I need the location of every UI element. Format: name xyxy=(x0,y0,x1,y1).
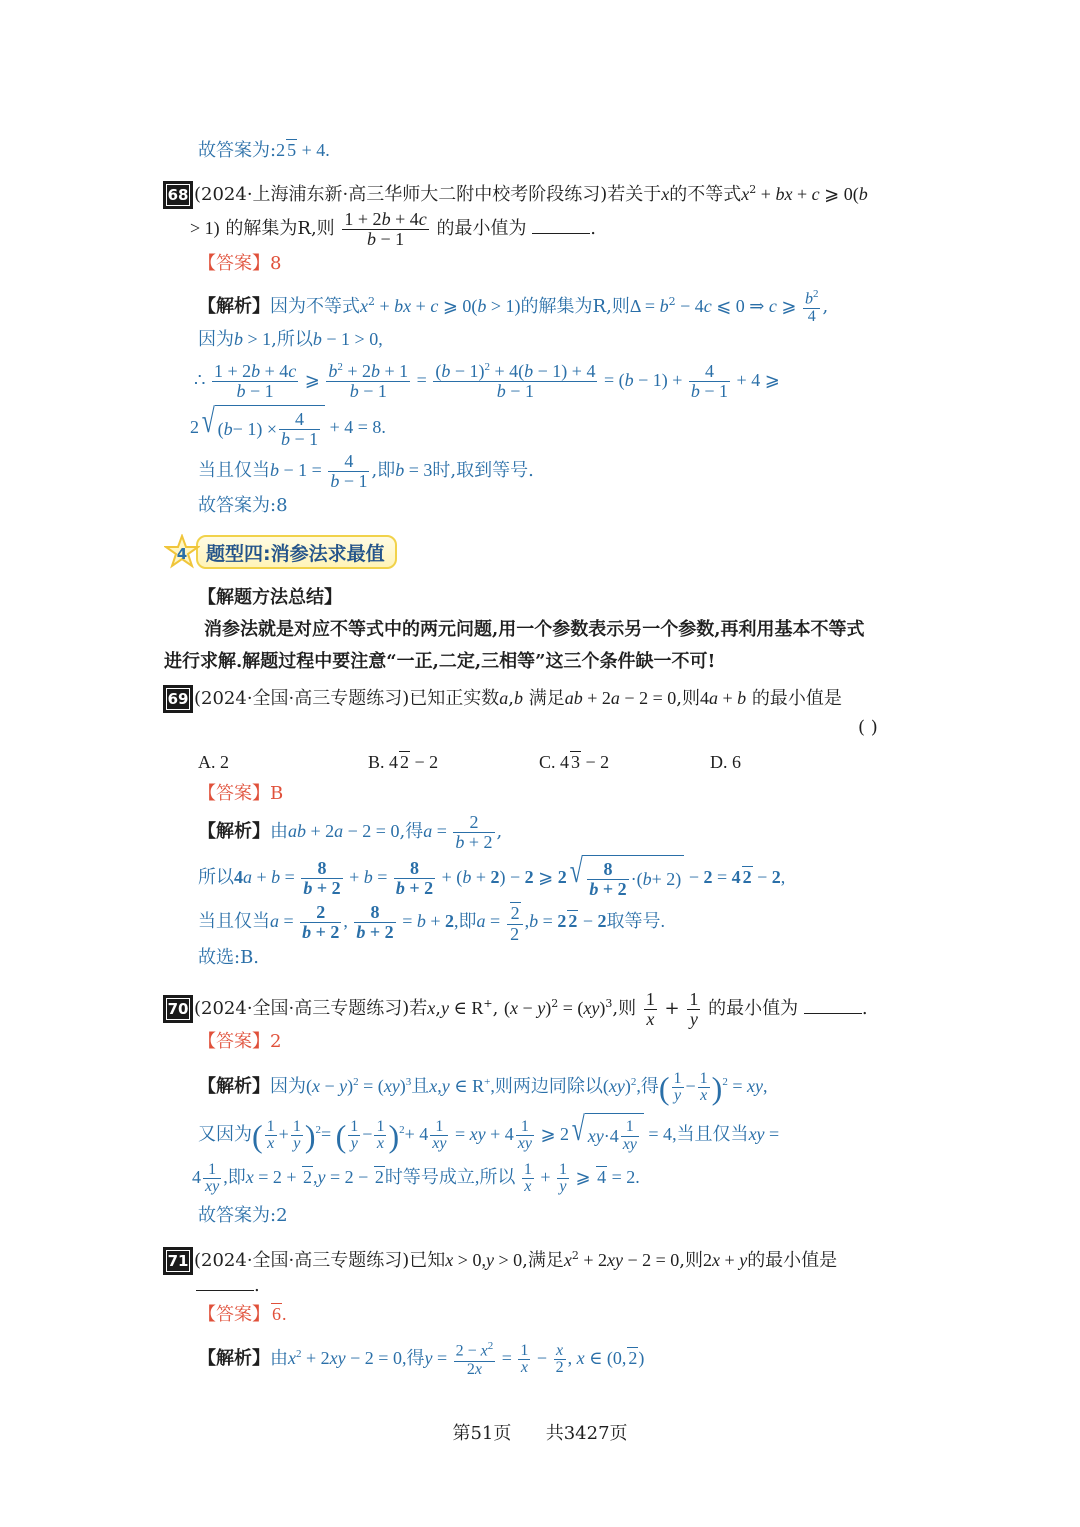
question-source: (2024·全国·高三专题练习)若 xyxy=(194,998,428,1019)
analysis-tag: 【解析】 xyxy=(198,1076,270,1097)
answer-tag: 【答案】 xyxy=(198,783,270,804)
analysis-text: 时,取到等号. xyxy=(432,460,534,481)
answer-blank xyxy=(804,999,862,1014)
q69-option-d: D. 6 xyxy=(710,752,741,772)
q68-analysis-line3: ∴ $\frac{1 + 2b + 4c}{b - 1}$ ⩾ $\frac{b^2 + 2b + 1}{b - 1}$ = $\frac{(b - 1)^2 + 4(b - 1) + 4}{b - 1}$ = (b − 1) + $\frac{4}{b - 1}$ + 4 ⩾ xyxy=(194,361,780,402)
analysis-text: ,当且仅当 xyxy=(672,1124,749,1144)
q68-conclusion xyxy=(198,492,288,520)
q68-analysis-line1: 【解析】因为不等式$x^2$ + bx + c ⩾ 0(b > 1)的解集为R,则$\Delta = b^2 - 4c$ ⩽ 0 ⇒ c ⩾ $\frac{b^2}{4}$ , xyxy=(198,287,829,325)
analysis-tag: 【解析】 xyxy=(198,296,270,317)
analysis-conclusion: 故答案为:8 xyxy=(198,495,288,516)
question-number: 70 xyxy=(164,996,192,1022)
q68-analysis-line4: 2 √ ( b − 1) × $\frac{4}{b - 1}$ + 4 = 8. xyxy=(190,404,386,452)
question-source: (2024·全国·高三专题练习)已知正实数 xyxy=(194,688,500,709)
analysis-text: 的解集为R,则 xyxy=(520,296,630,317)
section-title: 题型四:消参法求最值 xyxy=(196,535,397,569)
q69-answer xyxy=(198,780,283,808)
question-text: 满足 xyxy=(528,688,565,709)
method-heading: 【解题方法总结】 xyxy=(198,587,342,608)
q68-analysis-line5: 当且仅当b − 1 = $\frac{4}{b - 1}$ ,即b = 3时,取到等号. xyxy=(198,450,534,491)
question-number: 71 xyxy=(164,1248,192,1274)
analysis-tag: 【解析】 xyxy=(198,1348,270,1369)
conclusion-label: 故答案为: xyxy=(198,140,277,161)
q70-answer xyxy=(198,1028,281,1056)
q71-stem-line1: 71 (2024·全国·高三专题练习)已知x > 0,y > 0,满足$x^2 + 2xy - 2 = 0$,则2x + y的最小值是 xyxy=(164,1242,837,1275)
analysis-text: 因为不等式 xyxy=(270,296,360,317)
q69-analysis-line3: 当且仅当a = $\frac{2}{b + 2}$ , $\frac{8}{b + 2}$ = b + 2,即a = $\frac{2}{2}$ ,b = 2 2 − 2取等号. xyxy=(198,902,665,945)
analysis-text: ,得 xyxy=(636,1076,659,1096)
analysis-text: ,得 xyxy=(399,821,424,842)
analysis-text: ,即 xyxy=(223,1167,246,1187)
analysis-text: ,即 xyxy=(454,911,477,931)
q70-analysis-line2: 又因为( $\frac{1}{x}$ + $\frac{1}{y}$ )$^2$= ( $\frac{1}{y}$ − $\frac{1}{x}$ )$^2$+ 4 $\frac{1}{xy}$ = xy + 4 $\frac{1}{xy}$ ⩾ 2 √ xy ·4 $\frac{1}{xy}$ = 4,当且仅当xy = xyxy=(198,1108,779,1158)
answer-tag: 【答案】 xyxy=(198,1031,270,1052)
question-text: ,则 xyxy=(612,998,637,1019)
q67-conclusion: 故答案为:2 5 + 4. xyxy=(198,140,330,161)
question-text: ,则 xyxy=(679,1250,704,1271)
question-text: 的最小值是 xyxy=(751,688,842,709)
analysis-text: 由 xyxy=(270,821,288,842)
analysis-text: 当且仅当 xyxy=(198,460,270,481)
q70-analysis-line3: 4 $\frac{1}{xy}$ ,即x = 2 + 2,y = 2 − 2时等号成立,所以 $\frac{1}{x}$ + $\frac{1}{y}$ ⩾ 4 = 2. xyxy=(192,1160,640,1196)
q68-stem-line2: > 1) 的解集为R,则 $\frac{1 + 2b + 4c}{b - 1}$ 的最小值为 . xyxy=(190,208,596,249)
q70-stem: 70 (2024·全国·高三专题练习)若x,y ∈ R+, $(x - y)^2 = (xy)^3$,则 $\frac{1}{x}$ + $\frac{1}{y}$ 的最小值为 . xyxy=(164,984,868,1029)
question-text: 的解集为R,则 xyxy=(225,218,335,239)
method-line2: 进行求解.解题过程中要注意“一正,二定,三相等”这三个条件缺一不可! xyxy=(164,651,716,672)
answer-value: 6. xyxy=(272,1304,287,1324)
q70-conclusion: 故答案为:2 xyxy=(198,1205,288,1226)
question-text: 的最小值为 xyxy=(708,998,799,1019)
analysis-tag: 【解析】 xyxy=(198,821,270,842)
q69-option-b: B. 4 2 − 2 xyxy=(368,752,439,772)
q69-conclusion: 故选:B. xyxy=(198,947,260,968)
answer-tag: 【答案】 xyxy=(198,253,270,274)
analysis-text: ,即 xyxy=(371,460,396,481)
q68-answer xyxy=(198,250,281,278)
analysis-text: 所以 xyxy=(198,867,234,887)
question-text: 的最小值为 xyxy=(436,218,527,239)
analysis-text: 因为 xyxy=(198,329,234,350)
answer-value: B xyxy=(270,783,284,804)
analysis-text: 因为 xyxy=(270,1076,306,1096)
page-total: 共3427页 xyxy=(545,1423,628,1444)
answer-blank xyxy=(532,219,590,234)
q69-option-c: C. 4 3 − 2 xyxy=(539,752,610,772)
question-text: 的最小值是 xyxy=(747,1250,838,1271)
q68-stem-line1: 68 (2024·上海浦东新·高三华师大二附中校考阶段练习)若关于x的不等式$x^2$ + bx + c ⩾ 0(b xyxy=(164,176,868,209)
q69-stem: 69 (2024·全国·高三专题练习)已知正实数a,b 满足ab + 2a − 2 = 0,则4a + b 的最小值是 xyxy=(164,684,842,713)
method-line1: 消参法就是对应不等式中的两元问题,用一个参数表示另一个参数,再利用基本不等式 xyxy=(204,619,865,640)
q70-analysis-line1: 【解析】因为$(x - y)^2 = (xy)^3$且x,y ∈ R+,则两边同除以(xy)$^2$,得( $\frac{1}{y}$ − $\frac{1}{x}$ )$^2$ = xy, xyxy=(198,1069,768,1106)
page-number: 第51页 xyxy=(452,1423,512,1444)
analysis-text: 由 xyxy=(270,1348,288,1368)
analysis-text: 又因为 xyxy=(198,1124,252,1144)
analysis-text: ,所以 xyxy=(271,329,313,350)
analysis-text: 时等号成立,所以 xyxy=(384,1167,516,1187)
analysis-text: 且 xyxy=(411,1076,430,1096)
q71-answer xyxy=(198,1300,287,1329)
question-source: (2024·全国·高三专题练习)已知 xyxy=(194,1250,446,1271)
answer-tag: 【答案】 xyxy=(198,1304,270,1325)
q69-option-a: A. 2 xyxy=(198,752,229,772)
analysis-text: 取等号. xyxy=(606,911,665,931)
analysis-text: ,得 xyxy=(401,1348,425,1368)
question-source: (2024·上海浦东新·高三华师大二附中校考阶段练习)若关于 xyxy=(194,184,662,205)
answer-value: 8 xyxy=(270,253,282,274)
question-text: ,满足 xyxy=(522,1250,564,1271)
q71-analysis-line1: 【解析】由$x^2 + 2xy - 2 = 0$,得y = $\frac{2 - x^2}{2x}$ = $\frac{1}{x}$ − $\frac{x}{2}$ , x ∈ (0, 2) xyxy=(198,1340,645,1378)
q68-analysis-line2: 因为b > 1,所以b − 1 > 0, xyxy=(198,329,383,350)
svg-text:4: 4 xyxy=(176,545,188,563)
analysis-text: 当且仅当 xyxy=(198,911,270,931)
q69-paren: ( ) xyxy=(858,717,878,738)
page-footer xyxy=(0,1420,1080,1448)
question-number: 69 xyxy=(164,686,192,712)
analysis-text: ,则两边同除以 xyxy=(490,1076,603,1096)
answer-blank xyxy=(196,1276,254,1291)
question-text: ,则 xyxy=(676,688,700,709)
question-text: 的不等式 xyxy=(669,184,742,205)
q69-analysis-line2: 所以4a + b = $\frac{8}{b + 2}$ + b = $\frac{8}{b + 2}$ + (b + 2) − 2 ⩾ 2 √ $\frac{8}{b + 2}$ ·( b + 2) − 2 = 4 2 − 2, xyxy=(198,854,785,902)
answer-value: 2 xyxy=(270,1031,282,1052)
section-badge xyxy=(164,534,397,570)
star-icon xyxy=(164,534,200,570)
q71-stem-line2: . xyxy=(196,1272,260,1300)
question-number: 68 xyxy=(164,182,192,208)
fraction: $\frac{1 + 2b + 4c}{b - 1}$ xyxy=(344,208,427,249)
q69-analysis-line1: 【解析】由ab + 2a − 2 = 0,得a = $\frac{2}{b + 2}$ , xyxy=(198,811,503,852)
